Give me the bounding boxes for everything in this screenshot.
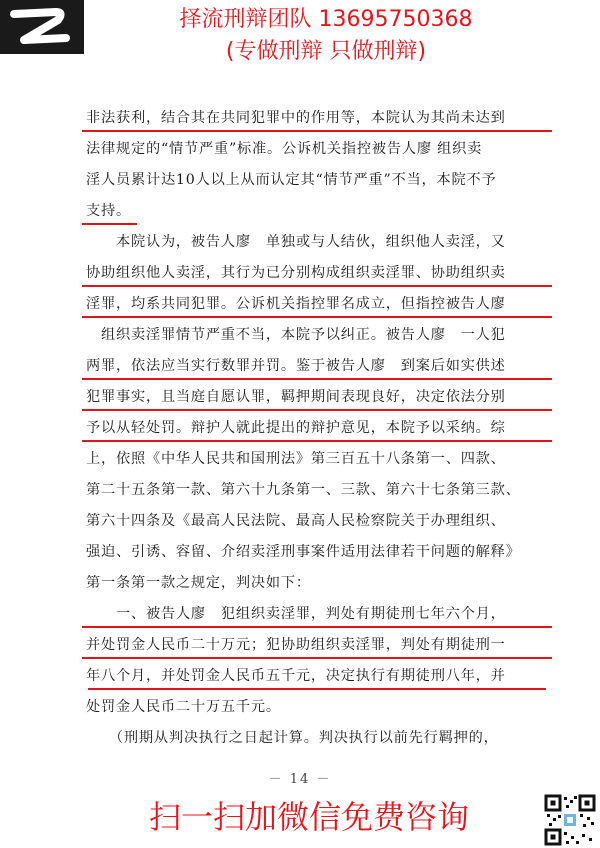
text-line: 强迫、引诱、容留、介绍卖淫刑事案件适用法律若干问题的解释》 [86, 544, 521, 560]
text-line: 法律规定的“情节严重”标准。公诉机关指控被告人廖 组织卖 [86, 141, 483, 157]
brand-logo-icon [0, 0, 84, 54]
text-line: （刑期从判决执行之日起计算。判决执行以前先行羁押的， [86, 730, 499, 746]
judgment-text [86, 103, 546, 754]
text-line: 并处罚金人民币二十万元；犯协助组织卖淫罪，判处有期徒刑一 [86, 630, 546, 661]
page-number: － 14 － [268, 772, 332, 787]
text-line: 本院认为，被告人廖 单独或与人结伙，组织他人卖淫，又 [86, 234, 506, 250]
text-line: 淫罪，均系共同犯罪。公诉机关指控罪名成立，但指控被告人廖 [86, 289, 546, 320]
text-line: 淫人员累计达10人以上从而认定其“情节严重”不当，本院不予 [86, 172, 497, 188]
text-line: 第二十五条第一款、第六十九条第一、三款、第六十七条第三款、 [86, 482, 521, 498]
text-line: 支持。 [86, 196, 131, 227]
text-line: 犯罪事实，且当庭自愿认罪，羁押期间表现良好，决定依法分别 [86, 382, 546, 413]
header-subtitle: (专做刑辩 只做刑辩) [225, 39, 427, 64]
text-line: 协助组织他人卖淫，其行为已分别构成组织卖淫罪、协助组织卖 [86, 258, 546, 289]
text-line: 非法获利，结合其在共同犯罪中的作用等，本院认为其尚未达到 [86, 103, 546, 134]
text-line: 予以从轻处罚。辩护人就此提出的辩护意见，本院予以采纳。综 [86, 413, 546, 444]
text-line: 处罚金人民币二十万五千元。 [86, 692, 281, 723]
text-line: 组织卖淫罪情节严重不当，本院予以纠正。被告人廖 一人犯 [86, 327, 506, 343]
text-line: 上，依照《中华人民共和国刑法》第三百五十八条第一、四款、 [86, 451, 506, 467]
text-line: 第六十四条及《最高人民法院、最高人民检察院关于办理组织、 [86, 513, 506, 529]
header-title: 择流刑辩团队 13695750368 [179, 7, 473, 32]
text-line: 第一条第一款之规定，判决如下： [86, 575, 311, 591]
text-line: 年八个月，并处罚金人民币五千元，决定执行有期徒刑八年，并 [86, 661, 546, 692]
footer-cta: 扫一扫加微信免费咨询 [148, 798, 469, 836]
text-line: 两罪，依法应当实行数罪并罚。鉴于被告人廖 到案后如实供述 [86, 351, 546, 382]
qr-code-icon[interactable] [544, 794, 596, 846]
text-line: 一、被告人廖 犯组织卖淫罪，判处有期徒刑七年六个月， [86, 599, 546, 630]
